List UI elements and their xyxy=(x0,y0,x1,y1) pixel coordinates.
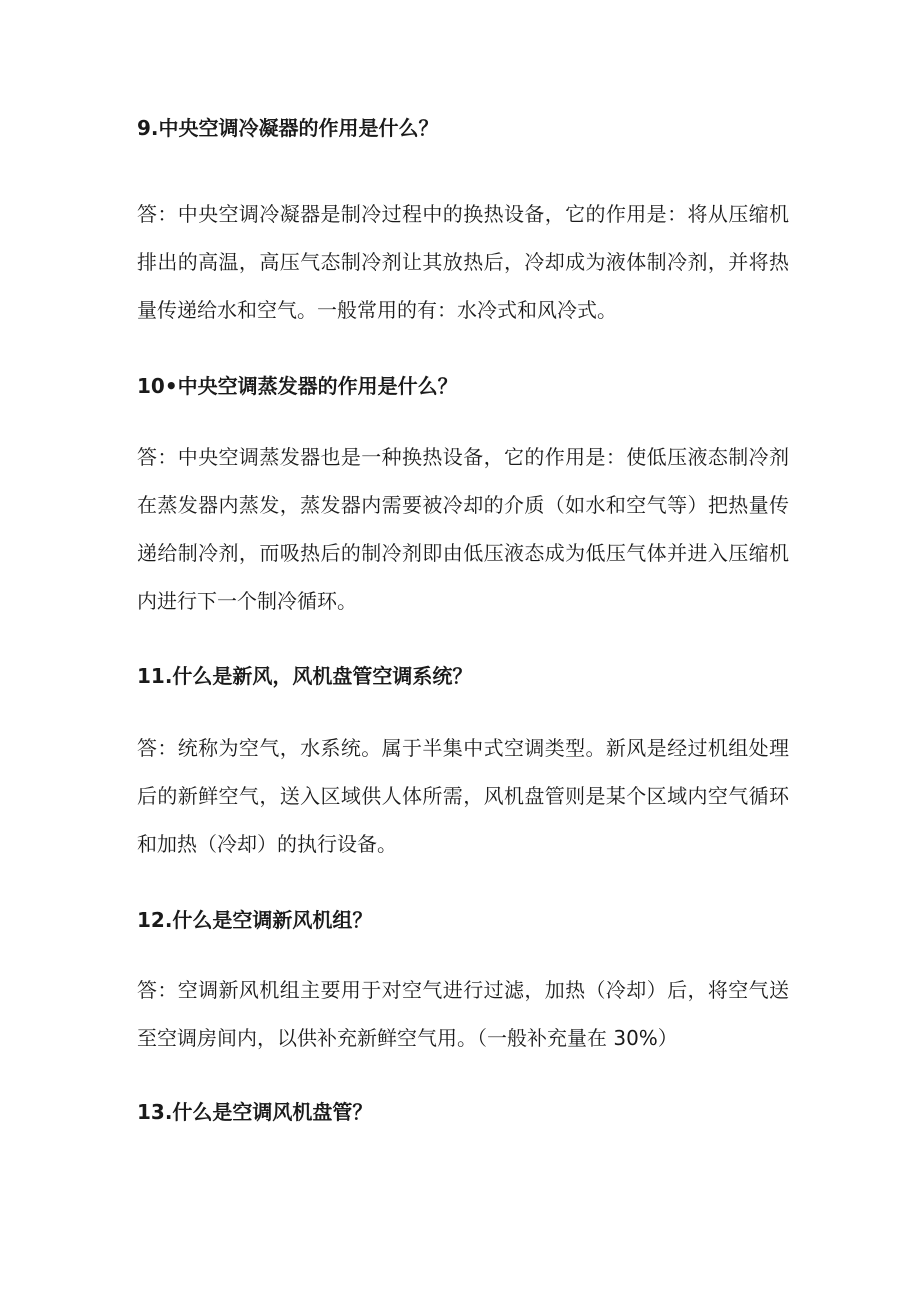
question-11: 11.什么是新风，风机盘管空调系统？ xyxy=(137,664,473,688)
answer-12: 答：空调新风机组主要用于对空气进行过滤，加热（冷却）后，将空气送至空调房间内，以供补充新鲜空气用。（一般补充量在 30%） xyxy=(137,978,789,1050)
question-13: 13.什么是空调风机盘管？ xyxy=(137,1100,373,1124)
question-10: 10•中央空调蒸发器的作用是什么？ xyxy=(137,374,458,398)
question-12: 12.什么是空调新风机组？ xyxy=(137,908,373,932)
answer-9: 答：中央空调冷凝器是制冷过程中的换热设备，它的作用是：将从压缩机排出的高温，高压气态制冷剂让其放热后，冷却成为液体制冷剂，并将热量传递给水和空气。一般常用的有：水冷式和风冷式。 xyxy=(137,202,789,322)
answer-10: 答：中央空调蒸发器也是一种换热设备，它的作用是：使低压液态制冷剂在蒸发器内蒸发，蒸发器内需要被冷却的介质（如水和空气等）把热量传递给制冷剂，而吸热后的制冷剂即由低压液态成为低压气体并进入压缩机内进行下一个制冷循环。 xyxy=(137,445,789,613)
answer-11: 答：统称为空气，水系统。属于半集中式空调类型。新风是经过机组处理后的新鲜空气，送入区域供人体所需，风机盘管则是某个区域内空气循环和加热（冷却）的执行设备。 xyxy=(137,736,789,856)
question-9: 9.中央空调冷凝器的作用是什么？ xyxy=(137,116,439,140)
